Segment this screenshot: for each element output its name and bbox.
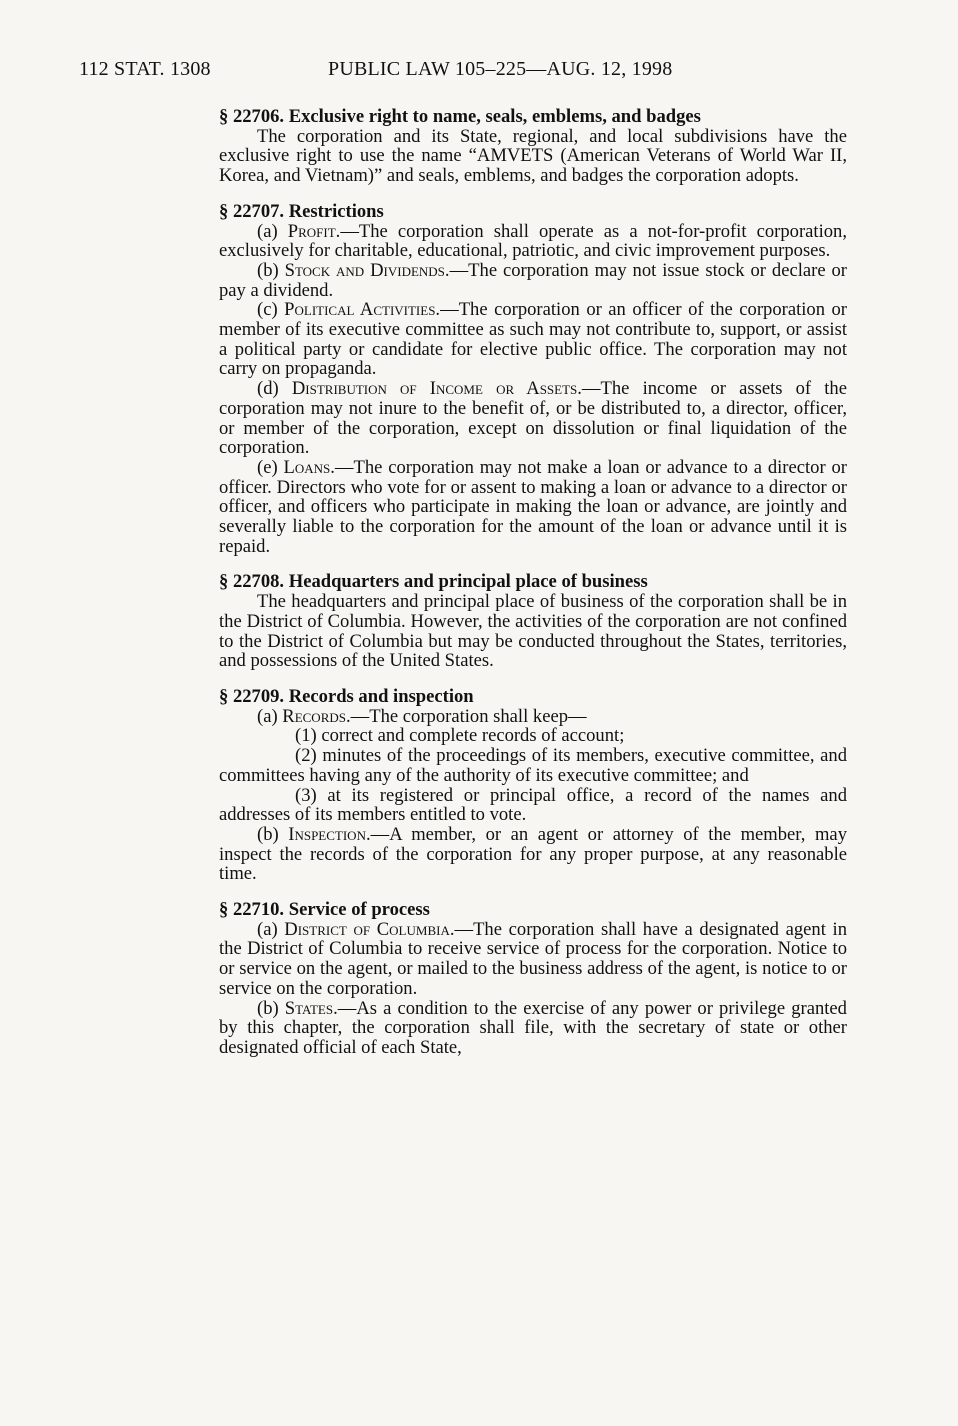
subsection-c: (c) Political Activities.—The corporation or an officer of the corporation or member of its executive committee as such may not contribute to, support, or assist a political party or candidate for elective public office. The corporation may not carry on propaganda. [219, 299, 847, 380]
subsection-a: (a) Records.—The corporation shall keep— [257, 705, 587, 727]
section-heading: § 22710. Service of process [219, 899, 430, 921]
list-item: (3) at its registered or principal office, a record of the names and addresses of its members entitled to vote. [219, 784, 847, 826]
subsection-e: (e) Loans.—The corporation may not make a loan or advance to a director or officer. Directors who vote for or assent to making a loan or advance to a director or officer, and officers who participate in making the loan or advance, are jointly and severally liable to the corporation for the amount of the loan or advance until it is repaid. [219, 456, 848, 557]
subsection-d: (d) Distribution of Income or Assets.—The income or assets of the corporation may not inure to the benefit of, or be distributed to, a director, officer, or member of the corporation, except on dissolution or final liquidation of the corporation. [219, 378, 847, 459]
subsection-b: (b) Inspection.—A member, or an agent or attorney of the member, may inspect the records of the corporation for any proper purpose, at any reasonable time. [219, 823, 847, 885]
section-heading: § 22708. Headquarters and principal place of business [219, 571, 648, 593]
section-22710 [219, 900, 847, 1058]
section-heading: § 22706. Exclusive right to name, seals, emblems, and badges [219, 106, 701, 127]
subsection-b: (b) Stock and Dividends.—The corporation may not issue stock or declare or pay a dividend. [219, 259, 847, 301]
section-22708 [219, 572, 847, 671]
list-item: (1) correct and complete records of account; [295, 725, 625, 747]
list-item: (2) minutes of the proceedings of its members, executive committee, and committees having any of the authority of its executive committee; and [219, 745, 847, 786]
subsection-b: (b) States.—As a condition to the exercise of any power or privilege granted by this chapter, the corporation shall file, with the secretary of state or other designated official of each State, [219, 997, 847, 1058]
subsection-a: (a) District of Columbia.—The corporation shall have a designated agent in the District of Columbia to receive service of process for the corporation. Notice to or service on the agent, or mailed to the business address of the agent, is notice to or service on the corporation. [219, 918, 847, 999]
subsection-a: (a) Profit.—The corporation shall operate as a not-for-profit corporation, exclusively for charitable, educational, patriotic, and civic improvement purposes. [219, 220, 847, 262]
page-header-right: PUBLIC LAW 105–225—AUG. 12, 1998 [328, 58, 673, 80]
section-22706 [219, 107, 847, 186]
page-header-left: 112 STAT. 1308 [79, 58, 211, 80]
section-22707 [219, 202, 847, 557]
section-heading: § 22707. Restrictions [219, 200, 384, 222]
paragraph: The headquarters and principal place of business of the corporation shall be in the District of Columbia. However, the activities of the corporation are not confined to the District of Columbia but may be conducted throughout the States, territories, and possessions of the United States. [219, 591, 847, 672]
section-22709 [219, 687, 847, 884]
document-body [219, 107, 847, 1058]
paragraph: The corporation and its State, regional, and local subdivisions have the exclusive right to use the name “AMVETS (American Veterans of World War II, Korea, and Vietnam)” and seals, emblems, and badges the corporation adopts. [219, 125, 847, 187]
section-heading: § 22709. Records and inspection [219, 685, 474, 707]
